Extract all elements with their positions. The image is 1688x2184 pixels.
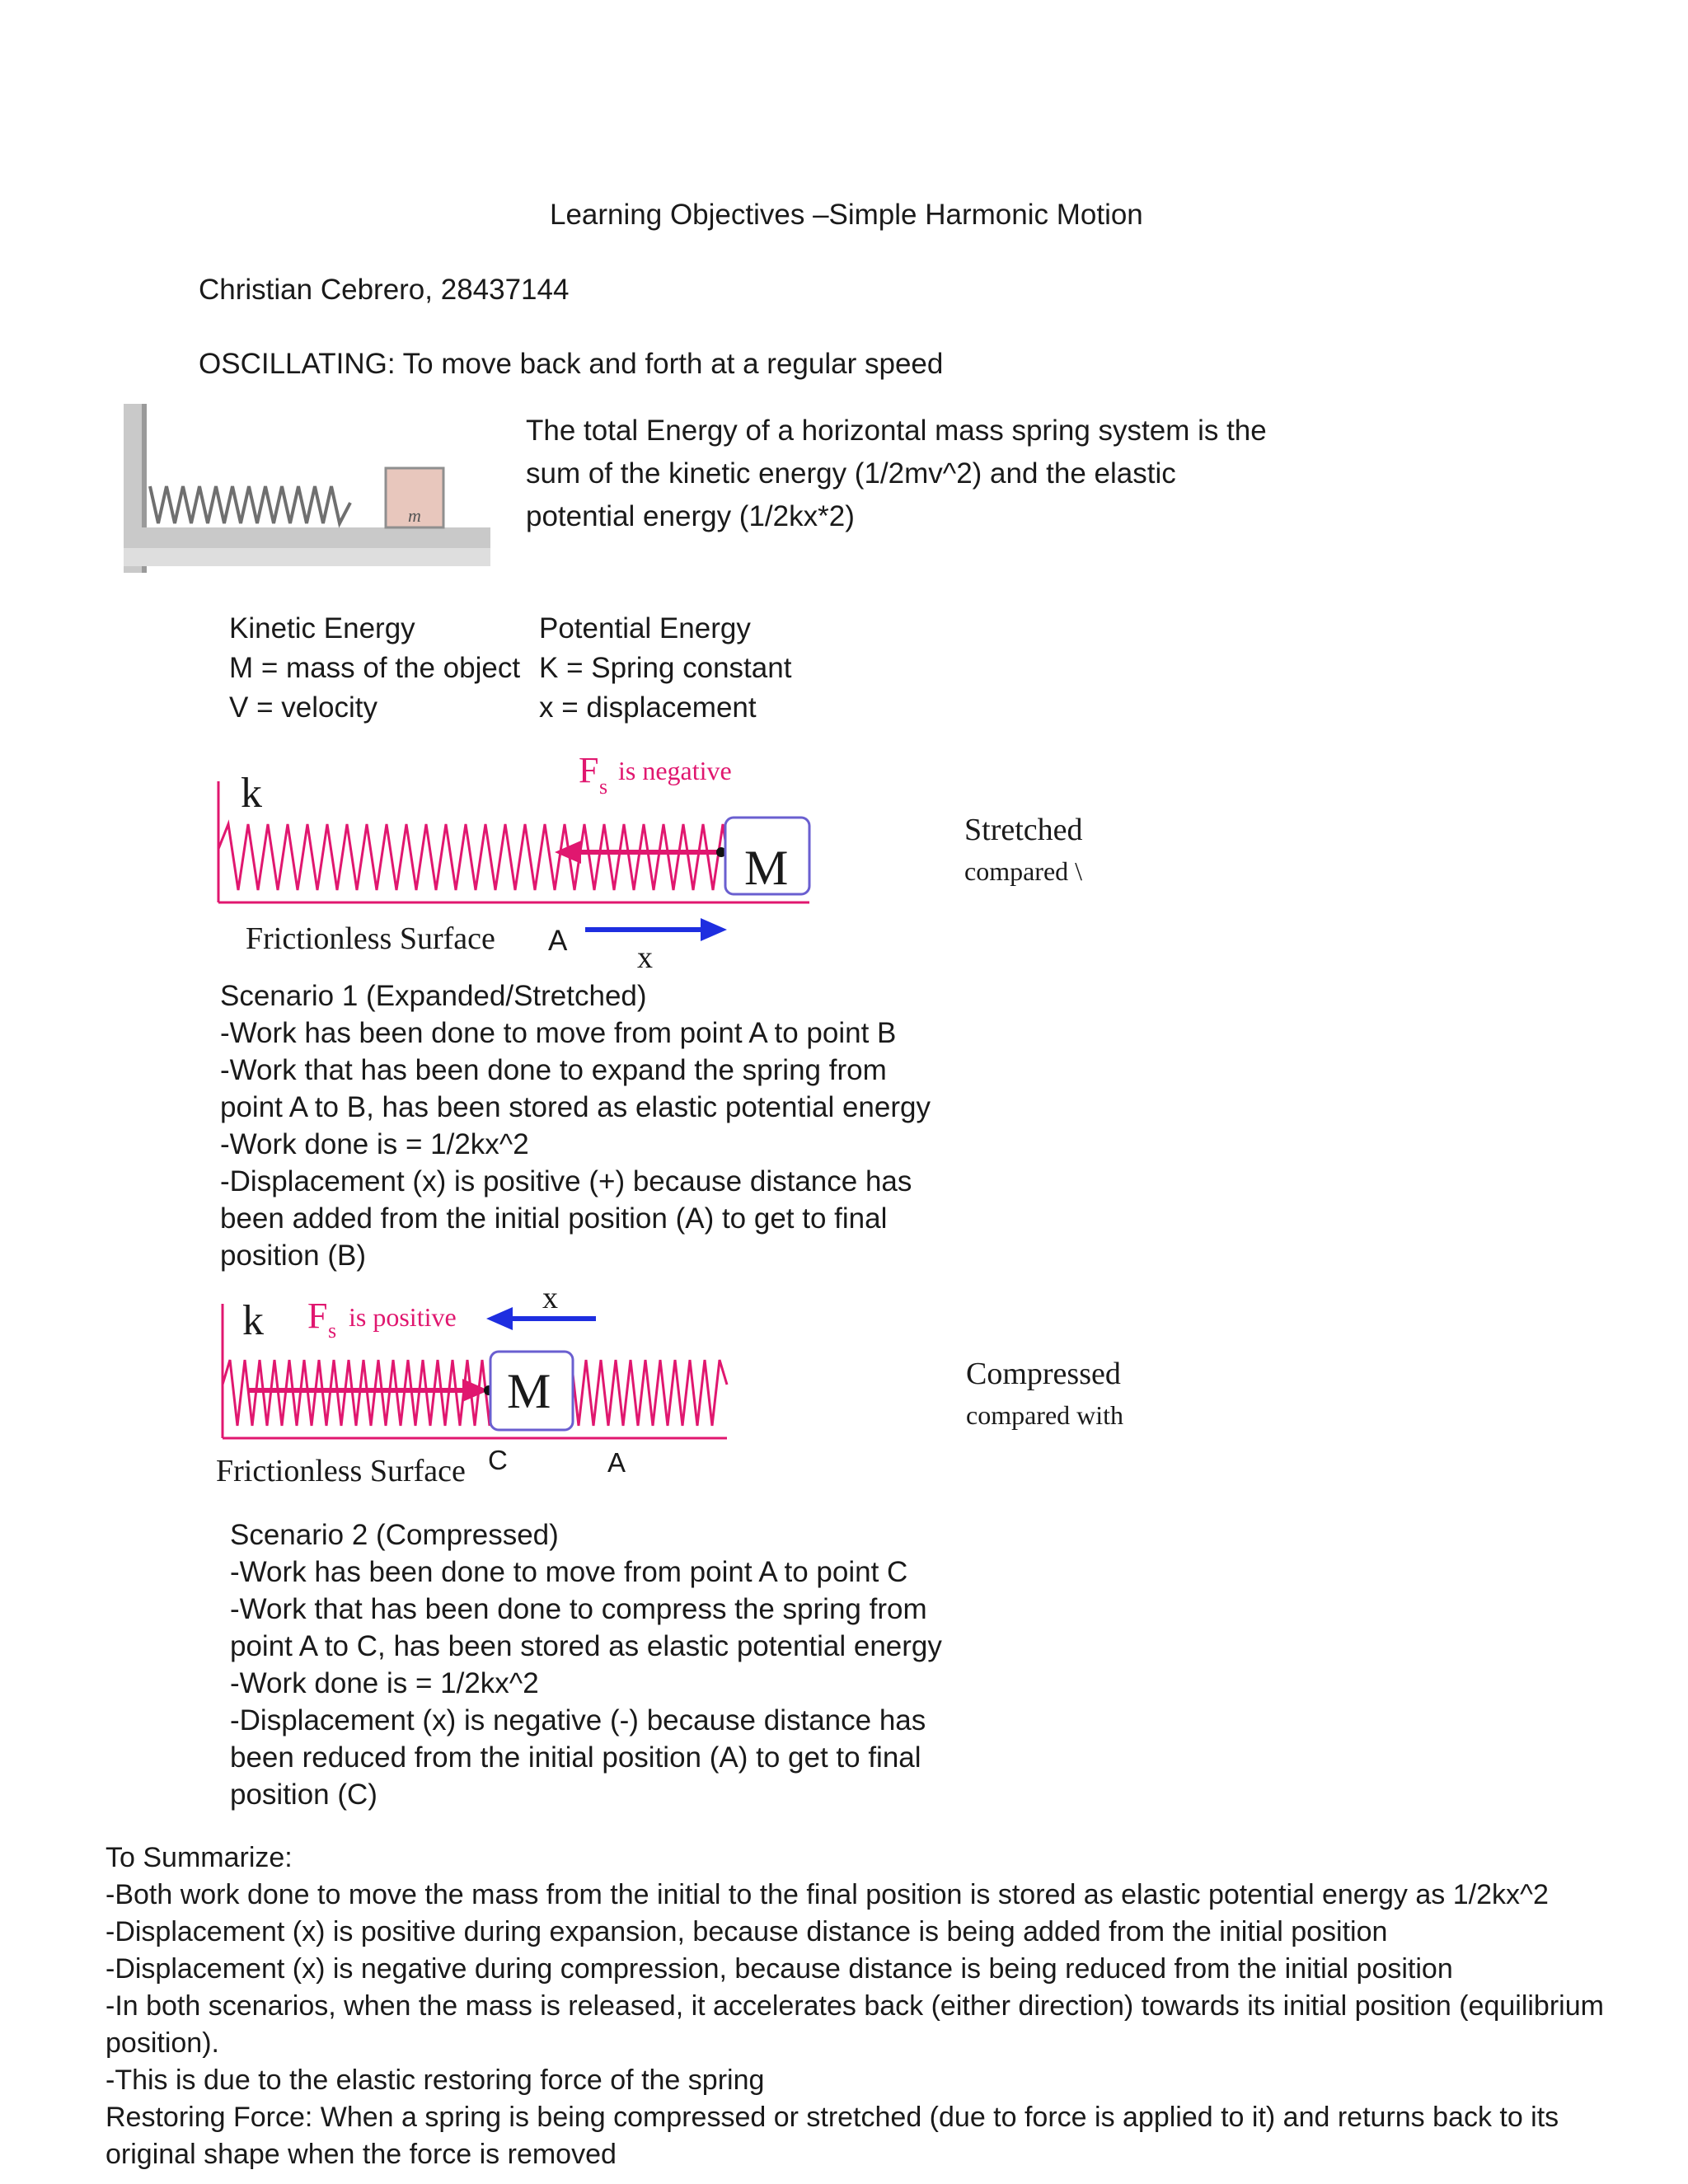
scenario-line: Scenario 2 (Compressed) (230, 1519, 559, 1551)
scenario-line: -Work that has been done to expand the spring from (220, 1054, 887, 1086)
author-line: Christian Cebrero, 28437144 (199, 274, 570, 306)
compressed-spring-figure (210, 1294, 787, 1459)
summary-line: -Displacement (x) is negative during compression, because distance is being reduced from the initial position (106, 1953, 1453, 1985)
displacement-label: x (637, 940, 653, 975)
compressed-subtitle: compared with (966, 1400, 1124, 1430)
stretched-subtitle: compared \ (964, 856, 1083, 886)
page-title: Learning Objectives –Simple Harmonic Motion (550, 199, 1143, 231)
force-label: F (307, 1296, 328, 1336)
scenario-line: position (B) (220, 1240, 367, 1272)
scenario-line: been added from the initial position (A) to get to final (220, 1202, 888, 1235)
point-c-label: C (488, 1445, 508, 1475)
displacement-label: x (542, 1281, 558, 1315)
surface-label: Frictionless Surface (216, 1454, 466, 1488)
scenario-2-text (230, 1516, 942, 1813)
mass-label: M (507, 1364, 551, 1418)
summary-line: -Displacement (x) is positive during expansion, because distance is being added from the initial position (106, 1916, 1388, 1947)
mass-label: m (408, 505, 421, 526)
variable-line: Kinetic Energy (229, 612, 415, 644)
potential-energy-variables (539, 609, 791, 728)
summary-section (106, 1840, 1604, 2173)
scenario-line: -Work done is = 1/2kx^2 (230, 1667, 539, 1699)
summary-line: -In both scenarios, when the mass is released, it accelerates back (either direction) towards its initial position (equilibrium (106, 1990, 1604, 2022)
kinetic-energy-variables (229, 609, 520, 728)
scenario-line: position (C) (230, 1779, 377, 1811)
spring-coil (218, 824, 809, 890)
energy-paragraph (526, 410, 1267, 538)
scenario-line: -Work that has been done to compress the spring from (230, 1593, 927, 1625)
variable-line: x = displacement (539, 691, 757, 724)
scenario-line: -Work has been done to move from point A to point C (230, 1556, 908, 1588)
surface-label: Frictionless Surface (246, 921, 495, 956)
summary-heading: To Summarize: (106, 1842, 293, 1873)
scenario-line: point A to B, has been stored as elastic potential energy (220, 1091, 931, 1123)
spring-mass-figure (124, 404, 490, 573)
point-a-label: A (548, 925, 568, 957)
scenario-line: been reduced from the initial position (A) to get to final (230, 1741, 921, 1774)
scenario-line: Scenario 1 (Expanded/Stretched) (220, 980, 647, 1012)
scenario-line: point A to C, has been stored as elastic potential energy (230, 1630, 942, 1662)
force-description: is positive (349, 1302, 457, 1332)
summary-line: position). (106, 2027, 219, 2059)
spring-constant-k: k (241, 770, 262, 817)
energy-line: potential energy (1/2kx*2) (526, 500, 855, 532)
compressed-title: Compressed (966, 1357, 1121, 1391)
summary-line: Restoring Force: When a spring is being compressed or stretched (due to force is applied to it) and returns back to its (106, 2102, 1559, 2133)
point-a-label: A (607, 1447, 626, 1478)
summary-line: -This is due to the elastic restoring force of the spring (106, 2064, 765, 2096)
spring-constant-k: k (242, 1297, 264, 1344)
stretched-title: Stretched (964, 813, 1083, 847)
variable-line: Potential Energy (539, 612, 751, 644)
force-label: F (579, 750, 599, 790)
scenario-line: -Displacement (x) is positive (+) because distance has (220, 1165, 912, 1197)
summary-line: original shape when the force is removed (106, 2139, 617, 2170)
displacement-arrowhead (486, 1307, 513, 1330)
scenario-line: -Displacement (x) is negative (-) because distance has (230, 1704, 926, 1736)
energy-line: sum of the kinetic energy (1/2mv^2) and the elastic (526, 457, 1176, 490)
force-subscript: s (328, 1319, 337, 1343)
spring-coil (150, 486, 350, 523)
force-subscript: s (599, 775, 608, 799)
summary-line: -Both work done to move the mass from the initial to the final position is stored as elastic potential energy as 1/2kx^2 (106, 1879, 1549, 1910)
variable-line: V = velocity (229, 691, 377, 724)
force-description: is negative (618, 756, 732, 785)
scenario-1-text (220, 977, 931, 1274)
oscillating-definition: OSCILLATING: To move back and forth at a regular speed (199, 348, 944, 380)
displacement-arrowhead (701, 918, 727, 941)
scenario-line: -Work done is = 1/2kx^2 (220, 1128, 529, 1160)
scenario-line: -Work has been done to move from point A to point B (220, 1017, 897, 1049)
variable-line: K = Spring constant (539, 652, 792, 684)
mass-label: M (744, 841, 789, 895)
variable-line: M = mass of the object (229, 652, 521, 684)
energy-line: The total Energy of a horizontal mass spring system is the (526, 415, 1267, 447)
